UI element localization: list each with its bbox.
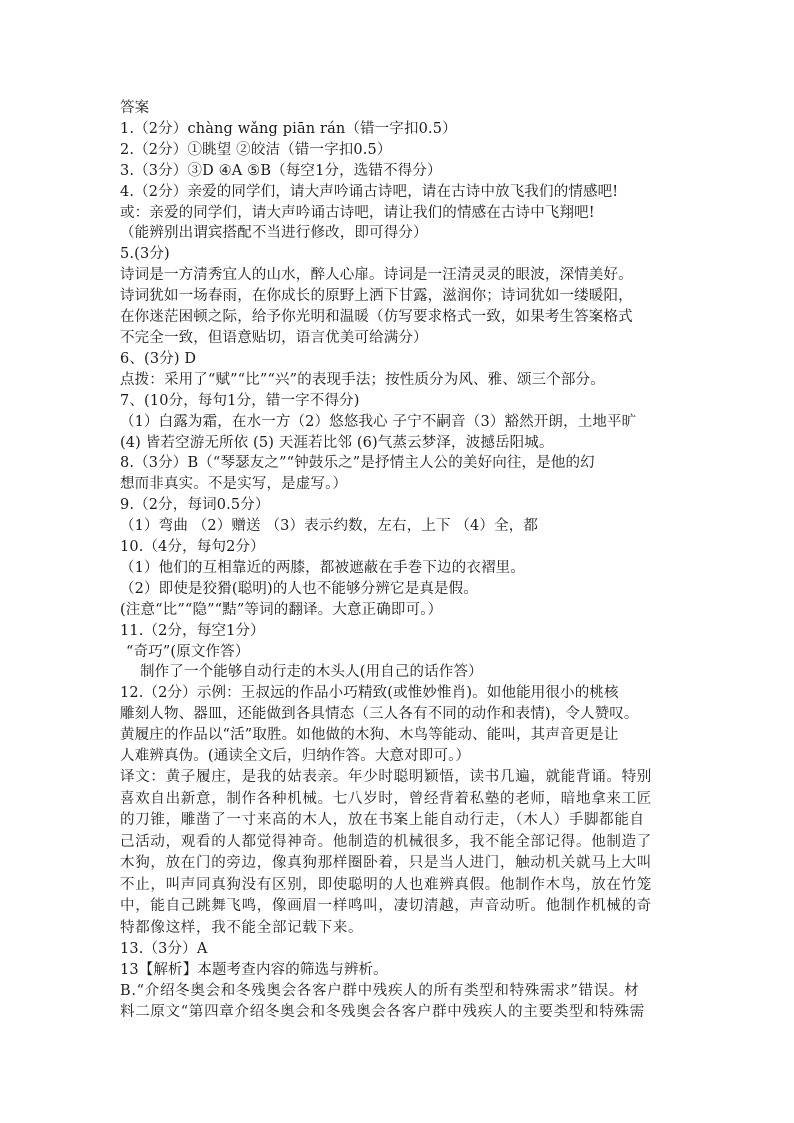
answer-4: 4.（2分）亲爱的同学们，请大声吟诵古诗吧，请在古诗中放飞我们的情感吧! (120, 183, 619, 200)
answer-7-line: （1）白露为霜，在水一方（2）悠悠我心 子宁不嗣音（3）豁然开朗，土地平旷 (120, 413, 637, 430)
translation-line: 的刀锥，雕凿了一寸来高的木人，放在书案上能自动行走，（木人）手脚都能自 (120, 812, 645, 828)
answer-3: 3.（3分）③D ④A ⑤B（每空1分，选错不得分） (120, 162, 442, 179)
answer-8-cont: 想而非真实。不是实写，是虚写。） (120, 476, 348, 493)
answer-document (120, 98, 680, 1024)
answer-5-line: 诗词是一方清秀宜人的山水，醉人心扉。诗词是一汪清灵灵的眼波，深情美好。 (120, 267, 633, 284)
answer-10-head: 10.（4分，每句2分） (120, 539, 265, 556)
answer-10-line: （2）即使是狡猾(聪明)的人也不能够分辨它是真是假。 (120, 580, 478, 597)
answer-4-alt: 或：亲爱的同学们，请大声吟诵古诗吧，请让我们的情感在古诗中飞翔吧! (120, 204, 595, 221)
doc-title: 答案 (120, 100, 150, 116)
answer-1: 1.（2分）chàng wǎng piān rán（错一字扣0.5） (120, 120, 457, 137)
answer-5-line: 在你迷茫困顿之际，给予你光明和温暖（仿写要求格式一致，如果考生答案格式 (120, 309, 633, 326)
translation-line: 己活动，观看的人都觉得神奇。他制造的机械很多，我不能全部记得。他制造了 (120, 833, 652, 850)
answer-5-line: 不完全一致，但语意贴切，语言优美可给满分） (120, 329, 428, 346)
answer-11-line: 制作了一个能够自动行走的木头人(用自己的话作答） (140, 664, 483, 681)
answer-10-note: (注意“比”“隐”“黠”等词的翻译。大意正确即可。） (120, 601, 443, 618)
answer-9-head: 9.（2分，每词0.5分） (120, 497, 270, 514)
answer-6-hint: 点拨：采用了“赋”“比”“兴”的表现手法；按性质分为风、雅、颂三个部分。 (120, 371, 605, 388)
answer-13-line: 料二原文“第四章介绍冬奥会和冬残奥会各客户群中残疾人的主要类型和特殊需 (120, 1004, 645, 1021)
answer-12-line: 黄履庄的作品以“活”取胜。如他做的木狗、木鸟等能动、能叫，其声音更是让 (120, 727, 619, 744)
answer-13-analysis: 13【解析】本题考查内容的筛选与辨析。 (120, 961, 388, 978)
answer-10-line: （1）他们的互相靠近的两膝，都被遮蔽在手巻下边的衣褶里。 (120, 559, 525, 576)
answer-5-head: 5.(3分) (120, 246, 170, 263)
answer-9-line: （1）弯曲 （2）赠送 （3）表示约数，左右，上下 （4）全，都 (120, 518, 539, 535)
translation-line: 中，能自己跳舞飞鸣，像画眉一样鸣叫，凄切清越，声音动听。他制作机械的奇 (120, 898, 652, 914)
translation-line: 喜欢自出新意，制作各种机械。七八岁时，曾经背着私塾的老师，暗地拿来工匠 (120, 790, 652, 807)
answer-12-line: 人难辨真伪。(通读全文后，归纳作答。大意对即可。） (120, 748, 471, 765)
answer-8: 8.（3分）B（“琴瑟友之”“钟鼓乐之”是抒情主人公的美好向往，是他的幻 (120, 455, 595, 472)
answer-12-line: 雕刻人物、器皿，还能做到各具情态（三人各有不同的动作和表情)，令人赞叹。 (120, 706, 639, 723)
answer-2: 2.（2分）①眺望 ②皎洁（错一字扣0.5） (120, 141, 392, 158)
answer-7-line: (4) 皆若空游无所依 (5) 天涯若比邻 (6)气蒸云梦泽，波撼岳阳城。 (120, 434, 554, 451)
translation-line: 译文：黄子履庄，是我的姑表亲。年少时聪明颖悟，读书几遍，就能背诵。特别 (120, 769, 652, 785)
answer-13-line: B.“介绍冬奥会和冬残奥会各客户群中残疾人的所有类型和特殊需求”错误。材 (120, 982, 640, 999)
answer-12: 12.（2分）示例：王叔远的作品小巧精致(或惟妙惟肖)。如他能用很小的桃核 (120, 685, 619, 702)
translation-line: 不止，叫声同真狗没有区别，即使聪明的人也难辨真假。他制作木鸟，放在竹笼 (120, 876, 652, 893)
answer-7-head: 7、(10分，每句1分，错一字不得分) (120, 392, 360, 409)
answer-6: 6、(3分) D (120, 350, 197, 367)
answer-5-line: 诗词犹如一场春雨，在你成长的原野上洒下甘露，滋润你；诗词犹如一缕暖阳， (120, 288, 633, 305)
answer-11-head: 11.（2分，每空1分） (120, 622, 265, 639)
translation-line: 特都像这样，我不能全部记载下来。 (120, 919, 364, 936)
answer-11-line: “奇巧”(原文作答） (126, 643, 250, 660)
answer-4-note: （能辨别出谓宾搭配不当进行修改，即可得分） (120, 225, 428, 242)
translation-line: 木狗，放在门的旁边，像真狗那样圈卧着，只是当人进门，触动机关就马上大叫 (120, 855, 652, 871)
answer-13: 13.（3分）A (120, 941, 208, 957)
